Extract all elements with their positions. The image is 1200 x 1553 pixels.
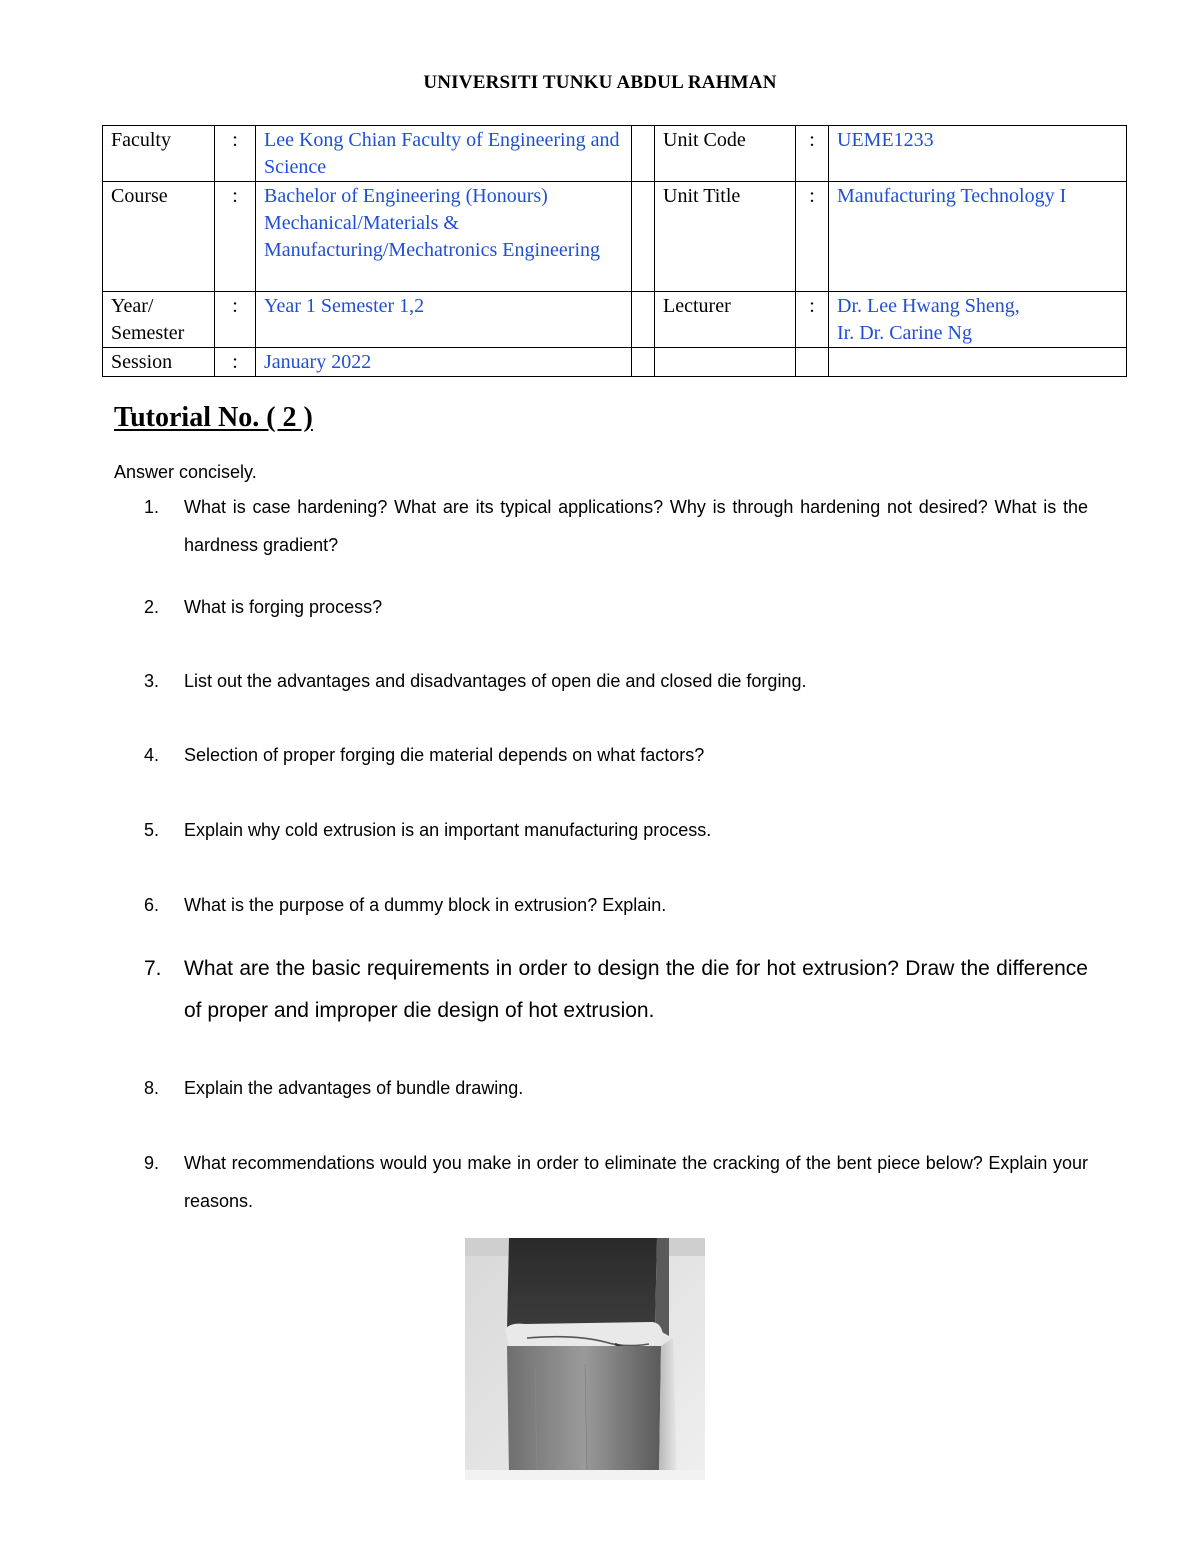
question-text: Explain why cold extrusion is an important manufacturing process.	[184, 820, 712, 840]
session-label: Session	[103, 348, 215, 377]
year-semester-value: Year 1 Semester 1,2	[256, 292, 632, 348]
colon: :	[215, 126, 256, 182]
empty-cell	[655, 348, 796, 377]
lecturer-label: Lecturer	[655, 292, 796, 348]
lecturer-value	[829, 292, 1127, 348]
tutorial-heading: Tutorial No. ( 2 )	[114, 402, 313, 433]
unit-code-value: UEME1233	[829, 126, 1127, 182]
unit-code-label: Unit Code	[655, 126, 796, 182]
lecturer-name-2: Ir. Dr. Carine Ng	[837, 322, 972, 344]
empty-cell	[829, 348, 1127, 377]
colon: :	[215, 182, 256, 292]
colon: :	[796, 292, 829, 348]
spacer-cell	[632, 292, 655, 348]
course-value: Bachelor of Engineering (Honours) Mechanical/Materials & Manufacturing/Mechatronics Engineering	[256, 182, 632, 292]
question-item	[144, 1069, 1088, 1107]
question-number: 3.	[144, 671, 160, 691]
question-number: 5.	[144, 820, 160, 840]
question-text: Selection of proper forging die material depends on what factors?	[184, 745, 705, 765]
faculty-label: Faculty	[103, 126, 215, 182]
question-item	[144, 1144, 1088, 1220]
session-value: January 2022	[256, 348, 632, 377]
question-number: 8.	[144, 1078, 160, 1098]
question-text: What is the purpose of a dummy block in extrusion? Explain.	[184, 895, 667, 915]
instruction-text: Answer concisely.	[114, 462, 257, 482]
year-semester-label: Year/ Semester	[103, 292, 215, 348]
question-number: 6.	[144, 895, 160, 915]
question-number: 9.	[144, 1153, 160, 1173]
row-year	[103, 292, 1127, 348]
row-faculty	[103, 126, 1127, 182]
question-text: What recommendations would you make in order to eliminate the cracking of the bent piece below? Explain your reasons.	[184, 1153, 1088, 1211]
question-item	[144, 736, 1088, 774]
question-item	[144, 662, 1088, 700]
unit-title-label: Unit Title	[655, 182, 796, 292]
spacer-cell	[632, 182, 655, 292]
question-text: What is case hardening? What are its typical applications? Why is through hardening not desired? What is the hardness gradient?	[184, 497, 1088, 555]
unit-title-value: Manufacturing Technology I	[829, 182, 1127, 292]
question-text: Explain the advantages of bundle drawing.	[184, 1078, 524, 1098]
question-item	[144, 948, 1088, 1032]
question-item	[144, 811, 1088, 849]
question-number: 4.	[144, 745, 160, 765]
question-text: What are the basic requirements in order to design the die for hot extrusion? Draw the difference of proper and improper die design of hot extrusion.	[184, 957, 1088, 1022]
bent-piece-image	[465, 1238, 705, 1480]
row-course	[103, 182, 1127, 292]
question-number: 7.	[144, 957, 162, 980]
faculty-value: Lee Kong Chian Faculty of Engineering and Science	[256, 126, 632, 182]
course-label: Course	[103, 182, 215, 292]
question-number: 2.	[144, 597, 160, 617]
question-item	[144, 886, 1088, 924]
university-title: UNIVERSITI TUNKU ABDUL RAHMAN	[423, 72, 777, 93]
question-number: 1.	[144, 497, 160, 517]
question-item	[144, 588, 1088, 626]
spacer-cell	[632, 348, 655, 377]
spacer-cell	[632, 126, 655, 182]
colon: :	[796, 126, 829, 182]
course-info-table	[102, 125, 1127, 377]
lecturer-name-1: Dr. Lee Hwang Sheng,	[837, 295, 1020, 317]
colon: :	[796, 182, 829, 292]
empty-cell	[796, 348, 829, 377]
row-session	[103, 348, 1127, 377]
colon: :	[215, 348, 256, 377]
question-text: What is forging process?	[184, 597, 383, 617]
question-text: List out the advantages and disadvantages of open die and closed die forging.	[184, 671, 807, 691]
question-item	[144, 488, 1088, 564]
bent-piece-photo	[465, 1238, 705, 1480]
colon: :	[215, 292, 256, 348]
